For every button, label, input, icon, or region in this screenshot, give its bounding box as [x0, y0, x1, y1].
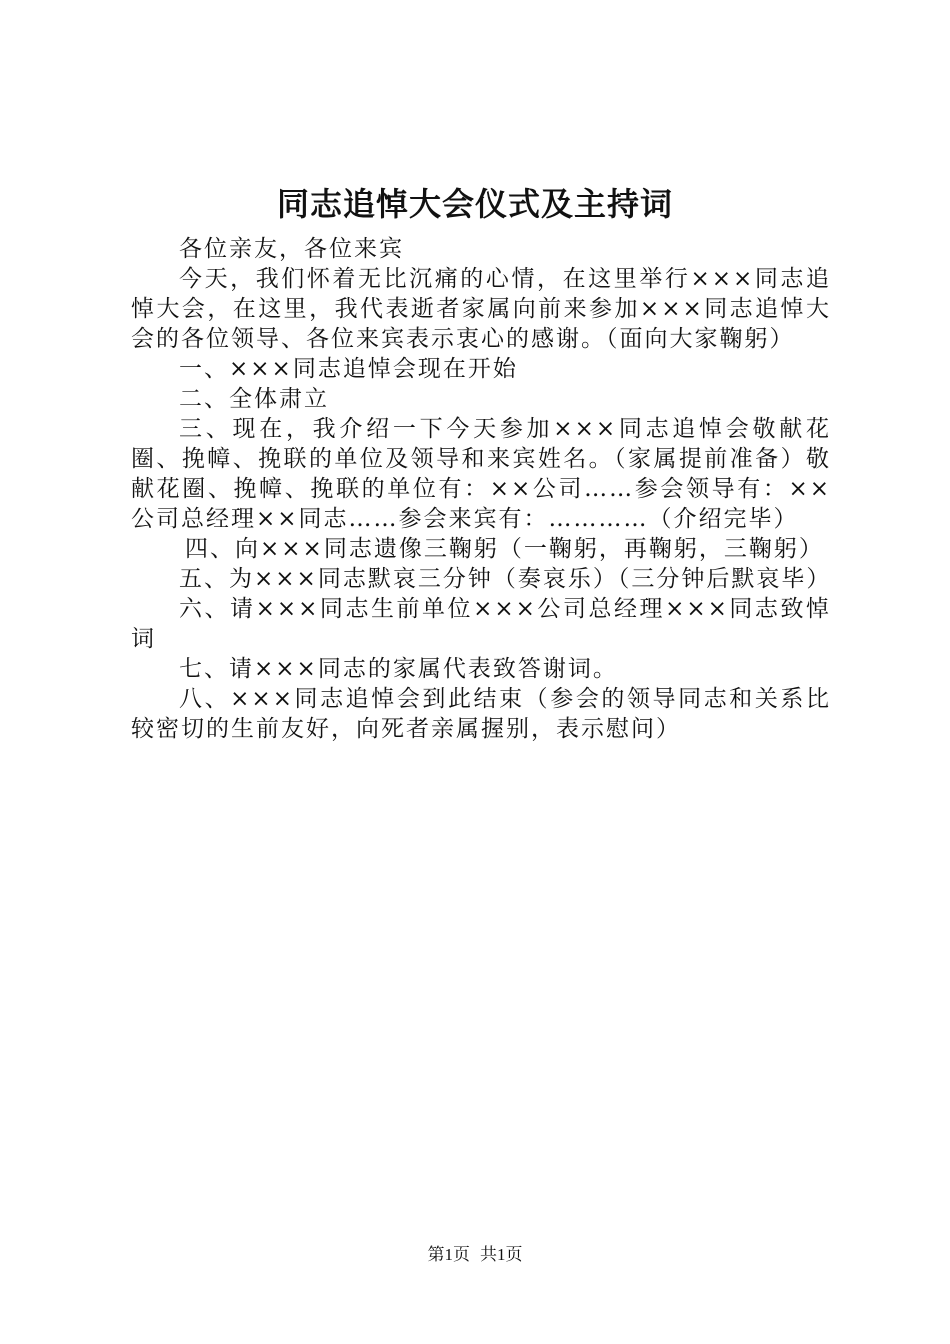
- page-total: 共1页: [480, 1245, 523, 1264]
- page-footer: [0, 1244, 950, 1266]
- paragraph-item-1: 一、×××同志追悼会现在开始: [179, 356, 518, 382]
- document-title: 同志追悼大会仪式及主持词: [276, 185, 673, 223]
- paragraph-item-7: 七、请×××同志的家属代表致答谢词。: [179, 656, 618, 682]
- page-number: 第1页: [427, 1245, 470, 1264]
- paragraph-item-5: 五、为×××同志默哀三分钟（奏哀乐）（三分钟后默哀毕）: [179, 566, 832, 592]
- paragraph-item-8: 八、×××同志追悼会到此结束（参会的领导同志和关系比较密切的生前友好，向死者亲属握别，表示慰问）: [131, 686, 831, 742]
- paragraph-item-6: 六、请×××同志生前单位×××公司总经理×××同志致悼词: [131, 596, 831, 652]
- document-body: [131, 234, 831, 744]
- paragraph-item-4: 四、向×××同志遗像三鞠躬（一鞠躬，再鞠躬，三鞠躬）: [185, 536, 824, 562]
- paragraph-item-2: 二、全体肃立: [179, 386, 329, 412]
- paragraph-greeting: 各位亲友，各位来宾: [179, 236, 404, 262]
- paragraph-opening: 今天，我们怀着无比沉痛的心情，在这里举行×××同志追悼大会，在这里，我代表逝者家属向前来参加×××同志追悼大会的各位领导、各位来宾表示衷心的感谢。（面向大家鞠躬）: [131, 266, 831, 352]
- paragraph-item-3: 三、现在，我介绍一下今天参加×××同志追悼会敬献花圈、挽幛、挽联的单位及领导和来宾姓名。（家属提前准备）敬献花圈、挽幛、挽联的单位有：××公司……参会领导有：××公司总经理××同志……参会来宾有：…………（介绍完毕）: [131, 416, 831, 532]
